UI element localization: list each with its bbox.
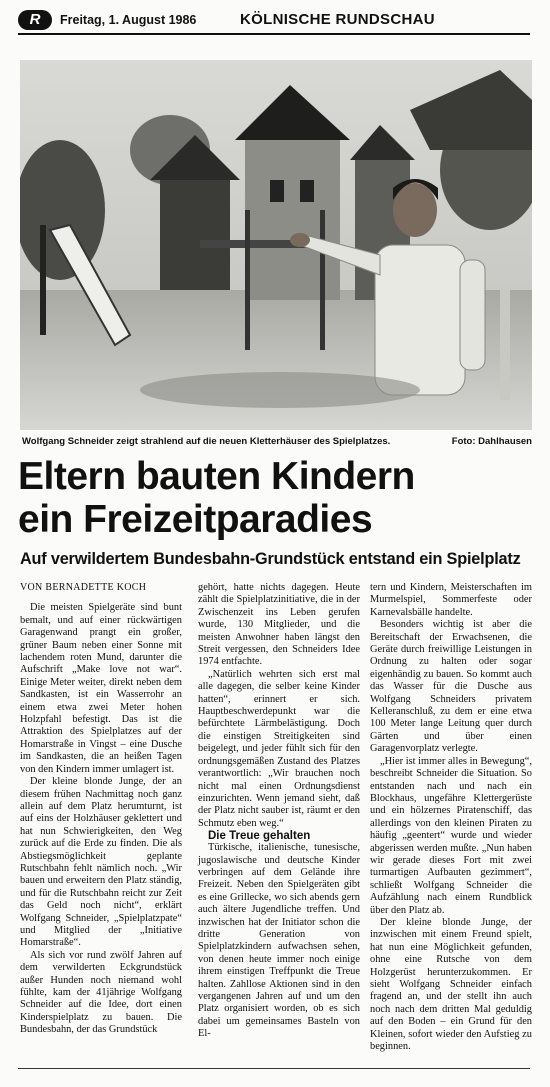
article-column-2	[198, 582, 360, 1041]
paragraph: Die meisten Spielgeräte sind bunt bemalt, und auf einer rückwärtigen Garagenwand prangt ein großer, grüner Baum neben einer Sonne mit lachendem roten Mund, darunter die Aufschrift „Make love not war“. Einige Meter weiter, direkt neben dem Sandkasten, ist ein Wasserrohr an einem etwa zwei Meter hohen Holzpfahl befestigt. Das ist die Attraktion des Spielplatzes auf der Homarstraße in Vingst – eine Dusche im Sandkasten, die an heißen Tagen von den Kindern immer umlagert ist.	[20, 602, 182, 775]
photo-caption	[22, 436, 532, 447]
paragraph: „Natürlich wehrten sich erst mal alle dagegen, die selber keine Kinder hatten“, erinnert er sich. Hauptbeschwerdepunkt war die befürchtete Lärmbelästigung. Doch die einstigen Streitigkeiten sind beigelegt, und jeder fühlt sich für den ordnungsgemäßen Zustand des Platzes verantwortlich: „Wir brauchen noch nicht mal einen Ordnungsdienst einzurichten. Wenn jemand sieht, daß der Platz nicht sauber ist, räumt er den Schmutz eben weg.“	[198, 668, 360, 829]
caption-text: Wolfgang Schneider zeigt strahlend auf die neuen Kletterhäuser des Spielplatzes.	[22, 436, 391, 447]
subheadline: Auf verwildertem Bundesbahn-Grundstück entstand ein Spielplatz	[20, 550, 521, 568]
newspaper-logo: R	[18, 10, 52, 30]
issue-date: Freitag, 1. August 1986	[60, 13, 197, 27]
paragraph: Der kleine blonde Junge, der inzwischen mit einem Freund spielt, hat nun eine Möglichkeit gefunden, ohne eine Rutsche von dem Holzgerüst herunterzukommen. Er sieht Wolfgang Schneider einfach fragend an, und der stellt ihn auch noch nach dem dritten Mal geduldig auf den Boden – ein Grund für den Kleinen, sofort wieder den Aufstieg zu beginnen.	[370, 916, 532, 1053]
paragraph: Der kleine blonde Junge, der an diesem frühen Nachmittag noch ganz allein auf dem Platz herumturnt, ist auf eins der Holzhäuser geklettert und hat nun Schwierigkeiten, den Weg zurück auf die Erde zu finden. Die als Abstiegsmöglichkeit geplante Rutschbahn fehlt nämlich noch. „Wir bauen und erweitern den Platz ständig, und für die Rutschbahn reicht zur Zeit das Geld noch nicht“, erklärt Wolfgang Schneider, „Spielplatzpate“ und Mitglied der „Initiative Homarstraße“.	[20, 776, 182, 949]
photo-credit: Foto: Dahlhausen	[451, 436, 532, 447]
paragraph: „Hier ist immer alles in Bewegung“, beschreibt Schneider die Situation. So entstanden nach und nach ein Blockhaus, ungefähre Klettergerüste und ein hölzernes Piratenschiff, das allerdings von den kleinen Piraten zu häufig „geentert“ wurde und wieder abgerissen werden mußte. „Nun haben wir gerade dieses Fort mit zwei turmartigen Aufbauten gezimmert“, schließt Wolfgang Schneider die Aufzählung nach einem Rundblick über den Platz ab.	[370, 755, 532, 916]
masthead-rule	[18, 33, 530, 35]
paragraph: Besonders wichtig ist aber die Bereitschaft der Erwachsenen, die Geräte durch freiwillige Leistungen in Ordnung zu halten oder sogar eigenhändig zu bauen. So kommt auch das Wasser für die Dusche aus Wolfgang Schneiders privatem Kelleranschluß, zu dem er eine etwa 100 Meter lange Leitung quer durch Gärten und über einen Garagenvorplatz verlegte.	[370, 619, 532, 755]
article-column-3	[370, 582, 532, 1053]
section-subtitle: Die Treue gehalten	[208, 830, 311, 843]
article-column-1	[20, 582, 182, 1037]
paragraph: Türkische, italienische, tunesische, jugoslawische und deutsche Kinder verbringen auf dem Gelände ihre Freizeit. Neben den Spielgeräten gibt es eine Grillecke, wo sich abends gern auch ältere Jugendliche treffen. Und inzwischen hat der Initiator schon die dritte Generation von Spielplatzkindern aufwachsen sehen, von denen heute immer noch einige ihrem einstigen Treffpunkt die Treue halten. Zahllose Aktionen sind in den vergangenen Jahren auf und um den Platz organisiert worden, ob es sich dabei um gemeinsames Basteln von El-	[198, 842, 360, 1040]
paragraph: gehört, hatte nichts dagegen. Heute zählt die Spielplatzinitiative, die in der Zwischenzeit ins Leben gerufen wurde, 130 Mitglieder, und die meisten Anwohner haben längst den Streit vergessen, den Schneiders Idee 1974 entfachte.	[198, 582, 360, 668]
headline-line-2: ein Freizeitparadies	[18, 498, 373, 541]
headline-line-1: Eltern bauten Kindern	[18, 455, 415, 498]
playground-photo	[20, 60, 532, 430]
paragraph: Als sich vor rund zwölf Jahren auf dem verwilderten Eckgrundstück außer Hunden noch niemand wohl fühlte, kam der 41jährige Wolfgang Schneider auf die Idee, dort einen Kinderspielplatz zu bauen. Die Bundesbahn, der das Grundstück	[20, 949, 182, 1036]
bottom-rule	[18, 1068, 530, 1069]
masthead	[18, 8, 530, 34]
photo-illustration	[20, 60, 532, 430]
byline: VON BERNADETTE KOCH	[20, 582, 147, 593]
paragraph: tern und Kindern, Meisterschaften im Murmelspiel, Sommerfeste oder Karnevalsbälle handelte.	[370, 582, 532, 618]
newspaper-name: KÖLNISCHE RUNDSCHAU	[240, 11, 435, 28]
headline	[18, 455, 528, 541]
